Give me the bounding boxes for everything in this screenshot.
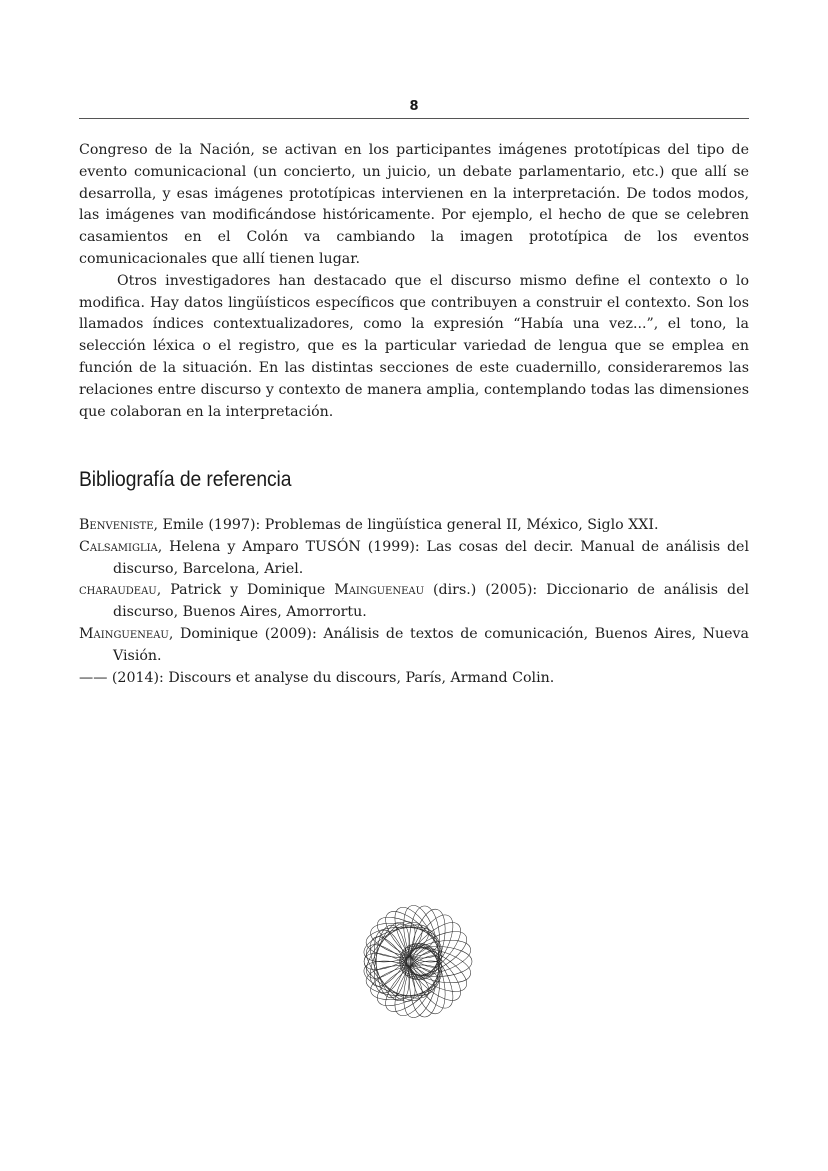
entry-coauthor: Maingueneau bbox=[334, 582, 425, 599]
bibliography-entry bbox=[79, 515, 749, 537]
entry-details: , Emile (1997): Problemas de lingüística general II, México, Siglo XXI. bbox=[153, 517, 659, 533]
entry-details: , Patrick y Dominique bbox=[156, 582, 335, 599]
bibliography-list bbox=[79, 515, 749, 689]
entry-author: Maingueneau bbox=[79, 625, 169, 642]
ornament-ellipses bbox=[358, 901, 475, 1023]
spirograph-ornament-icon bbox=[351, 899, 476, 1024]
header-rule bbox=[79, 118, 749, 119]
bibliography-entry bbox=[79, 580, 749, 624]
bibliography-entry bbox=[79, 537, 749, 581]
entry-details: (dirs.) (2005): Diccionario de análisis del discurso, Buenos Aires, Amorrortu. bbox=[113, 582, 749, 621]
entry-author: charaudeau bbox=[79, 582, 157, 599]
entry-details: , Helena y Amparo TUSÓN (1999): Las cosas del decir. Manual de análisis del discurso, Barcelona, Ariel. bbox=[113, 538, 749, 577]
paragraph-2: Otros investigadores han destacado que el discurso mismo define el contexto o lo modifica. Hay datos lingüísticos específicos que contribuyen a construir el contexto. Son los llamados índices contextualizadores, como la expresión “Había una vez...”, el tono, la selección léxica o el registro, que es la particular variedad de lengua que se emplea en función de la situación. En las distintas secciones de este cuadernillo, consideraremos las relaciones entre discurso y contexto de manera amplia, contemplando todas las dimensiones que colaboran en la interpretación. bbox=[79, 272, 749, 420]
bibliography-entry bbox=[79, 668, 749, 690]
paragraph-1: Congreso de la Nación, se activan en los participantes imágenes prototípicas del tipo de evento comunicacional (un concierto, un juicio, un debate parlamentario, etc.) que allí se desarrolla, y esas imágenes prototípicas intervienen en la interpretación. De todos modos, las imágenes van modificándose históricamente. Por ejemplo, el hecho de que se celebren casamientos en el Colón va cambiando la imagen prototípica de los eventos comunicacionales que allí tienen lugar. bbox=[79, 142, 749, 267]
body-text bbox=[79, 140, 749, 423]
entry-author: —— bbox=[79, 669, 108, 686]
entry-author: Benveniste bbox=[79, 517, 154, 533]
bibliography-entry bbox=[79, 624, 749, 668]
entry-details: , Dominique (2009): Análisis de textos de comunicación, Buenos Aires, Nueva Visión. bbox=[113, 625, 749, 664]
entry-author: Calsamiglia bbox=[79, 538, 158, 555]
page-number: 8 bbox=[409, 99, 419, 114]
bibliography-heading: Bibliografía de referencia bbox=[79, 468, 292, 491]
entry-details: (2014): Discours et analyse du discours, París, Armand Colin. bbox=[107, 669, 555, 686]
